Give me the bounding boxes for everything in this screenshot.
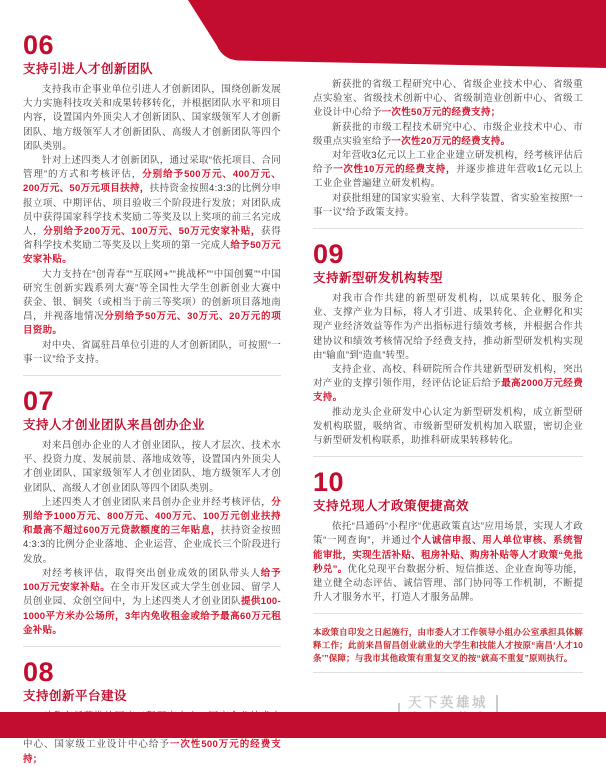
paragraph — [313, 78, 583, 121]
paragraph — [23, 567, 281, 638]
section-number: 09 — [313, 239, 345, 270]
body-text: 获得省科学技术奖励二等奖及以上奖项的第一完成人 — [23, 226, 281, 252]
section-divider — [313, 613, 583, 614]
highlighted-text: 分别给予500万元、400万元、200万元、50万元项目扶持， — [23, 169, 281, 195]
paragraph — [23, 83, 281, 154]
paragraph — [313, 121, 583, 149]
paragraph — [313, 520, 583, 605]
section-title: 支持兑现人才政策便捷高效 — [313, 499, 470, 514]
section-title: 支持新型研发机构转型 — [313, 271, 444, 286]
body-text: 针对上述四类人才创新团队，通过采取“依托项目、合同管理”的方式和考核评估， — [23, 155, 281, 181]
section-number: 10 — [313, 467, 345, 498]
paragraph — [313, 406, 583, 449]
highlighted-text: 分别给予1000万元、800万元、400万元、100万元创业扶持和最高不超过600万元贷款额度的三年贴息， — [23, 496, 281, 537]
highlighted-text: 一次性20万元的经费支持。 — [391, 135, 511, 147]
body-text: 大力支持在“创青春”“互联网+”“挑战杯”“中国创翼”“中国研究生创新实践系列大赛”等全国性大学生创新创业大赛中获金、银、铜奖（或相当于前三等奖项）的创新项目落地南昌，并视落地情况 — [23, 268, 281, 323]
highlighted-text: 给予100万元安家补贴。 — [23, 567, 281, 594]
section-divider — [23, 646, 281, 647]
section-number: 07 — [23, 386, 55, 417]
highlighted-text: 一次性50万元的经费支持； — [381, 107, 501, 119]
body-text: 对经考核评估，取得突出创业成效的团队带头人 — [42, 567, 261, 579]
right-column-sections — [313, 78, 583, 614]
right-column — [313, 0, 583, 767]
footnote-divider — [313, 672, 583, 673]
section-title: 支持创新平台建设 — [23, 688, 128, 703]
body-text: 推动龙头企业研发中心认定为新型研发机构，成立新型研发机构联盟，吸纳省、市级新型研发机构加入联盟，密切企业与新型研发机构联系，助推科研成果转移转化。 — [313, 406, 583, 447]
body-text: 支持我市企事业单位引进人才创新团队，围绕创新发展大力实施科技攻关和成果转移转化，并根据团队水平和项目内容，设置国内外顶尖人才创新团队、国家级领军人才创新团队、地方级领军人才创新团队、高级人才创新团队等四个团队类别。 — [23, 84, 281, 152]
highlighted-text: 分别给予200万元、100万元、50万元安家补贴， — [43, 226, 262, 238]
section-divider — [313, 228, 583, 229]
section-title: 支持人才创业团队来昌创办企业 — [23, 418, 206, 433]
body-text: 对我市合作共建的新型研发机构，以成果转化、服务企业、支撑产业为目标，将人才引进、成果转化、企业孵化和实现产业经济效益等作为产出指标进行绩效考核，并根据合作共建协议和绩效考核情况给予经费支持，推动新型研发机构实现由“输血”到“造血”转型。 — [313, 293, 583, 361]
body-text: 并逐步推进年营收1亿元以上工业企业普遍建立研发机构。 — [313, 164, 583, 190]
paragraph — [313, 192, 583, 220]
body-text: 依托“昌通码”小程序“优惠政策直达”应用场景，实现人才政策“一网查询”，并通过 — [313, 521, 583, 547]
slogan-line1: 天下英雄城 — [408, 695, 488, 711]
highlighted-text: 给予50万元安家补贴。 — [23, 240, 281, 266]
paragraph — [313, 292, 583, 363]
section-number: 08 — [23, 656, 55, 687]
body-text: 上述四类人才创业团队来昌创办企业并经考核评估， — [42, 496, 272, 508]
body-text: 扶持资金按照4:3:3的比例分企业落地、企业运营、企业成长三个阶段进行发放。 — [23, 525, 281, 565]
highlighted-text: 分别给予50万元、30万元、20万元的项目资助。 — [23, 311, 282, 337]
highlighted-text: 一次性500万元的经费支持； — [23, 739, 282, 765]
bottom-red-band — [0, 712, 606, 738]
body-text: 对获批组建的国家实验室、大科学装置、省实验室按照“一事一议”给予政策支持。 — [313, 192, 583, 218]
section-number: 06 — [23, 30, 55, 60]
section-divider — [23, 375, 281, 376]
highlighted-text: 一次性10万元的经费支持， — [333, 164, 457, 176]
paragraph — [23, 439, 281, 496]
paragraph — [23, 339, 281, 367]
paragraph — [23, 496, 281, 567]
paragraph — [313, 363, 583, 406]
footnote: 本政策自印发之日起施行，由市委人才工作领导小组办公室承担具体解释工作；此前来昌留昌创业就业的大学生和技能人才按原“南昌‘人才10条’”保障；与我市其他政策有重复交叉的按“就高不重复”原则执行。 — [313, 627, 583, 664]
body-text: 扶持资金按照4:3:3的比例分申报立项、中期评估、项目验收三个阶段进行发放；对团队成员中获得国家科学技术奖励二等奖及以上奖项的前三名完成人， — [23, 183, 281, 238]
body-text: 支持企业、高校、科研院所合作共建新型研发机构，突出对产业的支撑引领作用，经评估论证后给予 — [313, 364, 583, 390]
highlighted-text: 最高2000万元经费支持。 — [313, 378, 584, 404]
paragraph — [313, 149, 583, 192]
highlighted-text: 个人诚信申报、用人单位审核、系统智能审批，实现生活补贴、租房补贴、购房补贴等人才政策“免批秒兑”。 — [313, 535, 583, 575]
body-text: 对年营收3亿元以上工业企业建立研发机构，经考核评估后给予 — [313, 150, 583, 176]
body-text: 中心、国家级工业设计中心给予 — [23, 739, 170, 751]
body-text: 新获批的省级工程研究中心、省级企业技术中心、省级重点实验室、省级技术创新中心、省级制造业创新中心、省级工业设计中心给予 — [313, 79, 583, 119]
highlighted-text: 提供100-1000平方米办公场所，3年内免收租金或给予最高60万元租金补贴。 — [23, 596, 281, 636]
body-text: 新获批的市级工程技术研究中心、市级企业技术中心、市级重点实验室给予 — [313, 121, 583, 147]
paragraph — [23, 154, 281, 268]
body-text: 对中央、省属驻昌单位引进的人才创新团队，可按照“一事一议”给予支持。 — [23, 339, 281, 365]
body-text: 对来昌创办企业的人才创业团队，按人才层次、技术水平、投资力度、发展前景、落地成效等，设置国内外顶尖人才创业团队、国家级领军人才创业团队、地方级领军人才创业团队、高级人才创业团队等四个团队类别。 — [23, 440, 281, 494]
paragraph — [23, 268, 281, 339]
body-text: 优化兑现平台数据分析、短信推送、企业查询等功能，建立健全动态评估、诚信管理、部门协同等工作机制，不断提升人才服务水平，打造人才服务品牌。 — [313, 563, 584, 604]
left-column — [23, 0, 281, 767]
section-divider — [313, 456, 583, 457]
body-text: 在全市开发区或大学生创业园、留学人员创业园、众创空间中，为上述四类人才创业团队 — [23, 582, 281, 608]
section-title: 支持引进人才创新团队 — [23, 62, 154, 76]
